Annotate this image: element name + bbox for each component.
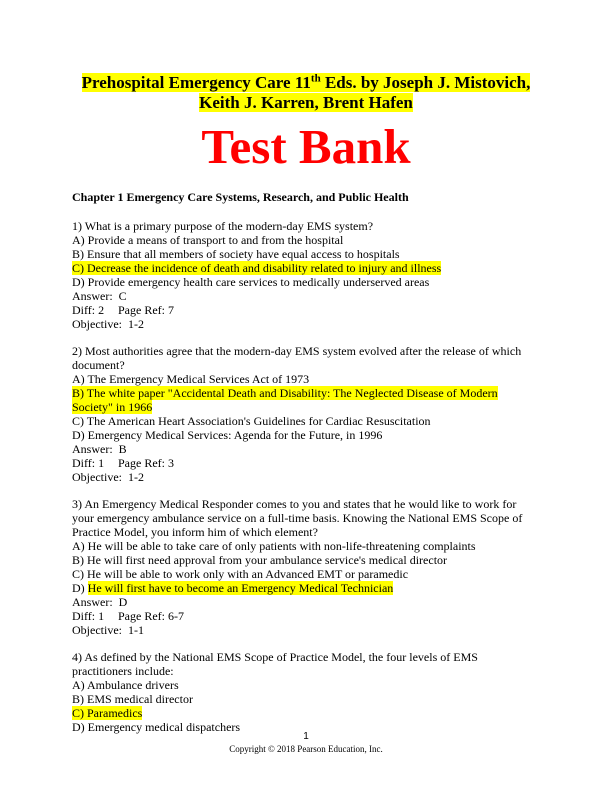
question-stem: practitioners include: <box>72 664 174 678</box>
book-title-line-2 <box>40 93 572 113</box>
option-text: Ensure that all members of society have equal access to hospitals <box>87 247 400 261</box>
option-text: He will first need approval from your ambulance service's medical director <box>87 553 448 567</box>
objective: Objective: 1-2 <box>72 470 144 484</box>
objective: Objective: 1-2 <box>72 317 144 331</box>
option-letter: D) <box>72 275 88 289</box>
question-block <box>72 497 542 637</box>
answer-option <box>72 539 542 553</box>
option-text: Emergency Medical Services: Agenda for the Future, in 1996 <box>87 428 383 442</box>
answer-option <box>72 428 542 442</box>
option-text: The Emergency Medical Services Act of 1973 <box>87 372 310 386</box>
option-letter: C) <box>72 414 87 428</box>
question-stem: Practice Model, you inform him of which element? <box>72 525 318 539</box>
option-text: He will first have to become an Emergency Medical Technician <box>87 581 394 595</box>
answer-option <box>72 581 542 595</box>
chapter-heading: Chapter 1 Emergency Care Systems, Research, and Public Health <box>72 190 409 204</box>
question-stem: your emergency ambulance service on a full-time basis. Knowing the National EMS Scope of <box>72 511 523 525</box>
option-text: Society" in 1966 <box>72 400 153 414</box>
book-authors: Keith J. Karren, Brent Hafen <box>199 93 413 112</box>
difficulty-page-ref <box>72 609 542 623</box>
difficulty: Diff: 1 <box>72 456 105 470</box>
page-reference: Page Ref: 6-7 <box>118 609 184 623</box>
answer-key: Answer: D <box>72 595 128 609</box>
option-text: Provide a means of transport to and from the hospital <box>87 233 344 247</box>
difficulty-page-ref <box>72 303 542 317</box>
book-title <box>40 73 572 113</box>
answer-option <box>72 372 542 386</box>
edition-superscript: th <box>310 72 321 85</box>
answer-key: Answer: B <box>72 442 127 456</box>
option-letter: A) <box>72 233 88 247</box>
option-letter: B) <box>72 553 87 567</box>
difficulty: Diff: 2 <box>72 303 105 317</box>
page-reference: Page Ref: 3 <box>118 456 174 470</box>
question-stem: 2) Most authorities agree that the modern-day EMS system evolved after the release of which <box>72 344 522 358</box>
option-letter: D) <box>72 581 88 595</box>
answer-option <box>72 261 542 275</box>
answer-option <box>72 567 542 581</box>
question-stem: 3) An Emergency Medical Responder comes to you and states that he would like to work for <box>72 497 517 511</box>
answer-key: Answer: C <box>72 289 127 303</box>
question-stem: document? <box>72 358 125 372</box>
answer-option <box>72 692 542 706</box>
question-block <box>72 650 542 734</box>
option-letter: B) <box>72 386 87 400</box>
option-letter: A) <box>72 678 87 692</box>
answer-option <box>72 386 542 400</box>
question-block <box>72 219 542 331</box>
answer-option <box>72 678 542 692</box>
option-text: Provide emergency health care services to medically underserved areas <box>87 275 430 289</box>
answer-option <box>72 233 542 247</box>
option-text: The American Heart Association's Guidelines for Cardiac Resuscitation <box>86 414 431 428</box>
page-number: 1 <box>303 731 309 742</box>
question-stem: 1) What is a primary purpose of the modern-day EMS system? <box>72 219 374 233</box>
option-letter: D) <box>72 428 88 442</box>
answer-option <box>72 553 542 567</box>
option-text: He will be able to take care of only patients with non-life-threatening complaints <box>87 539 476 553</box>
objective: Objective: 1-1 <box>72 623 144 637</box>
answer-option <box>72 400 542 414</box>
book-title-highlight-1 <box>82 73 531 92</box>
option-text: The white paper "Accidental Death and Disability: The Neglected Disease of Modern <box>86 386 498 400</box>
option-letter: B) <box>72 247 87 261</box>
option-text: EMS medical director <box>87 692 193 706</box>
answer-option <box>72 275 542 289</box>
question-block <box>72 344 542 484</box>
book-title-line-1 <box>40 73 572 93</box>
option-letter: A) <box>72 372 88 386</box>
question-stem: 4) As defined by the National EMS Scope of Practice Model, the four levels of EMS <box>72 650 478 664</box>
option-letter: C) <box>72 567 87 581</box>
answer-option <box>72 247 542 261</box>
option-text: Paramedics <box>87 706 143 720</box>
difficulty: Diff: 1 <box>72 609 105 623</box>
book-title-text-a: Prehospital Emergency Care 11 <box>81 73 311 92</box>
option-text: He will be able to work only with an Advanced EMT or paramedic <box>87 567 409 581</box>
question-list <box>72 219 542 747</box>
option-letter: D) <box>72 720 88 734</box>
option-text: Emergency medical dispatchers <box>87 720 241 734</box>
option-letter: C) <box>72 261 87 275</box>
option-letter: A) <box>72 539 88 553</box>
page-reference: Page Ref: 7 <box>118 303 174 317</box>
answer-option <box>72 706 542 720</box>
option-text: Decrease the incidence of death and disability related to injury and illness <box>87 261 442 275</box>
test-bank-title: Test Bank <box>201 119 411 174</box>
answer-option <box>72 414 542 428</box>
book-title-text-b: Eds. by Joseph J. Mistovich, <box>320 73 531 92</box>
option-letter: C) <box>72 706 87 720</box>
option-letter: B) <box>72 692 87 706</box>
option-text: Ambulance drivers <box>87 678 179 692</box>
difficulty-page-ref <box>72 456 542 470</box>
copyright-notice: Copyright © 2018 Pearson Education, Inc. <box>229 744 383 754</box>
